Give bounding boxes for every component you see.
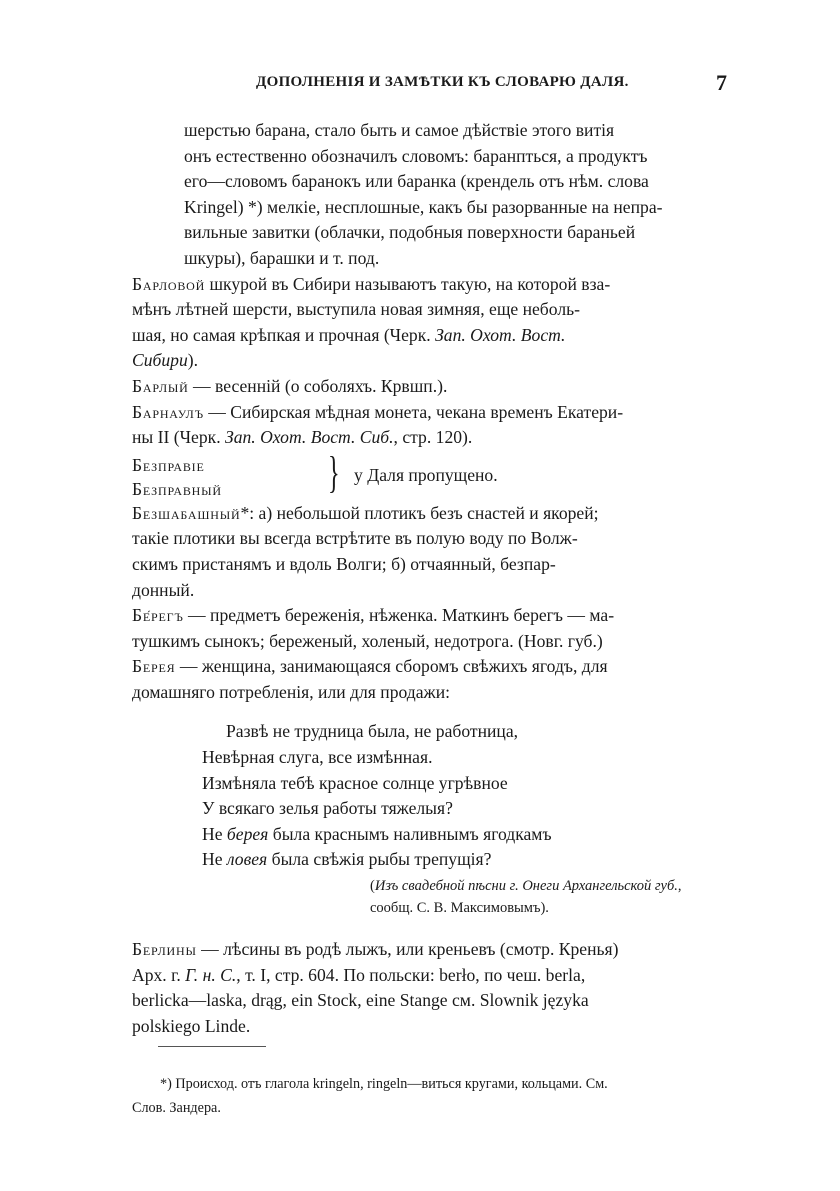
text-line: вильные завитки (облачки, подобныя поверхности бараньей xyxy=(184,222,636,243)
entry-barlovoy: Барловой шкурой въ Сибири называютъ такую, на которой вза- мѣнъ лѣтней шерсти, выступила новая зимняя, еще неболь- шая, но самая крѣпкая и прочная (Черк. Зап. Охот. Вост. Сибири). xyxy=(132,273,611,371)
poem-quote xyxy=(132,719,738,873)
entry-bereya: Берея — женщина, занимающаяся сборомъ свѣжихъ ягодъ, для домашняго потребленія, или для продажи: xyxy=(132,656,608,702)
entry-bezshabashny: Безшабашный*: а) небольшой плотикъ безъ снастей и якорей; такіе плотики вы всегда встрѣтите въ полую воду по Волж- скимъ пристанямъ и вдоль Волги; б) отчаянный, безпар- донный. xyxy=(132,502,599,600)
poem-line: Не ловея была свѣжія рыбы трепущія? xyxy=(202,849,492,870)
headword: Барлый xyxy=(132,375,189,396)
headword: Безправіе xyxy=(132,454,205,475)
footnote-rule xyxy=(158,1046,266,1047)
headword: Безправный xyxy=(132,478,222,499)
footnote-line: Слов. Зандера. xyxy=(132,1100,221,1116)
brace-glyph: } xyxy=(328,447,340,497)
footnote xyxy=(132,1072,738,1120)
entry-barnaul: Барнаулъ — Сибирская мѣдная монета, чекана временъ Екатери- ны II (Черк. Зап. Охот. Вост. Сиб., стр. 120). xyxy=(132,401,624,448)
text-line: его—словомъ баранокъ или баранка (крендель отъ нѣм. слова xyxy=(184,171,649,192)
running-title: ДОПОЛНЕНІЯ И ЗАМѢТКИ КЪ СЛОВАРЮ ДАЛЯ. xyxy=(256,74,629,90)
headword: Барловой xyxy=(132,273,206,294)
headword: Берлины xyxy=(132,939,197,960)
poem-line: Не берея была краснымъ наливнымъ ягодкамъ xyxy=(202,823,552,844)
page-number: 7 xyxy=(716,70,728,95)
text-line: онъ естественно обозначилъ словомъ: баранпться, а продуктъ xyxy=(184,145,648,166)
text-line: шерстью барана, стало быть и самое дѣйствіе этого витія xyxy=(184,120,615,140)
footnote-line: *) Происход. отъ глагола kringeln, ringeln—виться кругами, кольцами. См. xyxy=(160,1076,608,1092)
headword: Бе́регъ xyxy=(132,605,184,626)
running-header xyxy=(256,70,736,95)
poem-line: Развѣ не трудница была, не работница, xyxy=(226,721,519,742)
headword: Безшабашный xyxy=(132,502,241,523)
entry-berliny: Берлины — лѣсины въ родѣ лыжъ, или креньевъ (смотр. Кренья) Арх. г. Г. н. С., т. I, стр. 604. По польски: berło, по чеш. berla, berlicka—laska, drąg, ein Stock, eine Stange см. Slownik języka polskiego Linde. xyxy=(132,939,619,1036)
poem-line: У всякаго зелья работы тяжелыя? xyxy=(202,798,453,819)
text-line: шкуры), барашки и т. под. xyxy=(184,247,380,268)
entry-barlyy: Барлый — весенній (о соболяхъ. Крвшп.). xyxy=(132,375,448,396)
entry-beregъ: Бе́регъ — предметъ береженія, нѣженка. Маткинъ берегъ — ма- тушкимъ сынокъ; береженый, холеный, недотрога. (Новг. губ.) xyxy=(132,605,615,651)
page-body xyxy=(132,118,738,1039)
intro-continuation xyxy=(132,118,738,272)
text-line: Kringel) *) мелкіе, несплошные, какъ бы разорванные на непра- xyxy=(184,196,663,217)
entry-bezpravie-group xyxy=(132,447,738,501)
brace-note: у Даля пропущено. xyxy=(354,464,498,485)
poem-line: Невѣрная слуга, все измѣнная. xyxy=(202,747,433,768)
headword: Берея xyxy=(132,656,176,677)
poem-line: Измѣняла тебѣ красное солнце угрѣвное xyxy=(202,772,508,793)
poem-source: (Изъ свадебной пѣсни г. Онеги Архангельской губ., сообщ. С. В. Максимовымъ). xyxy=(370,878,682,917)
headword: Барнаулъ xyxy=(132,401,204,422)
